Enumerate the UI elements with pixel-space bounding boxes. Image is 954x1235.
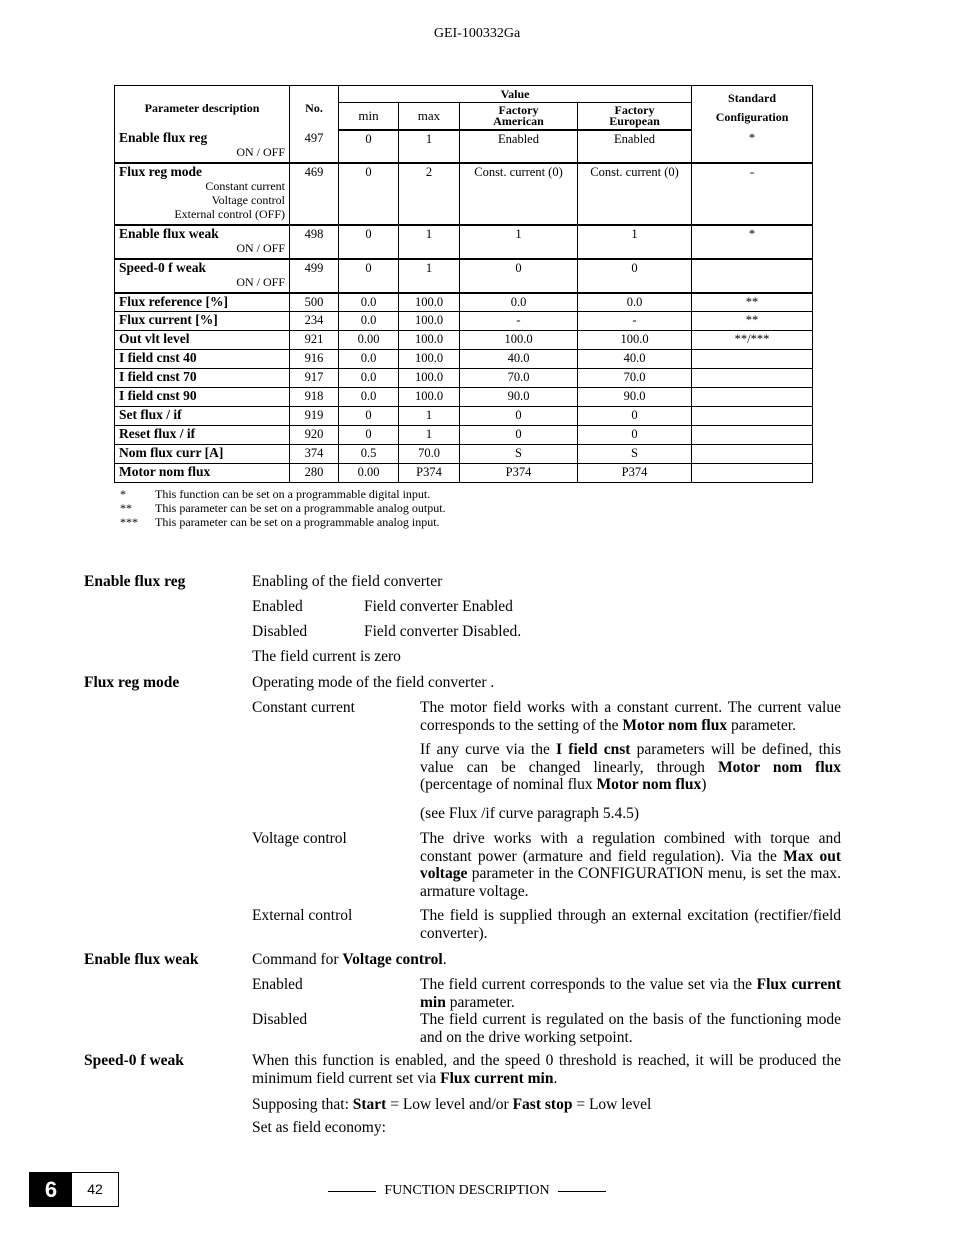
cell-min: 0.0 [339,369,399,388]
footer-rule-right [558,1191,606,1192]
header-value: Value [339,86,692,103]
cell-std: - [692,163,813,225]
cell-fe: 100.0 [578,331,692,350]
cell-fe: 90.0 [578,388,692,407]
param-name: I field cnst 40 [119,350,197,365]
param-option: ON / OFF [236,274,285,289]
cell-fe: 0 [578,407,692,426]
cell-min: 0 [339,259,399,293]
header-fe-line1: Factory [614,102,655,117]
cell-max: 2 [399,163,460,225]
cell-max: 1 [399,426,460,445]
cc-p2a: If any curve via the [420,741,557,758]
param-option: ON / OFF [236,240,285,255]
cell-fa: 0 [460,407,578,426]
cell-min: 0 [339,225,399,259]
cc-p2e: (percentage of nominal flux [420,776,597,793]
cell-fe: P374 [578,464,692,483]
page-number-box [29,1172,119,1207]
s0-c: . [553,1069,558,1087]
cell-std: **/*** [692,331,813,350]
cc-p1c: parameter. [727,716,796,734]
param-option: Voltage control [211,192,285,207]
cell-min: 0 [339,163,399,225]
efw-en-b: Flux current min [420,976,841,1011]
header-factory-european [578,103,692,130]
s0-2a: Supposing that: [252,1096,353,1113]
param-name-cell [115,388,290,407]
param-name: Enable flux reg [119,129,208,145]
table-row [115,163,813,225]
footer-title-text: FUNCTION DESCRIPTION [384,1183,550,1198]
cell-fa: 40.0 [460,350,578,369]
s0-2b: Start [352,1096,387,1113]
cc-para1 [420,699,841,734]
cell-fe: 40.0 [578,350,692,369]
cell-std: * [692,225,813,259]
efr-enabled-key: Enabled [252,598,303,615]
table-row [115,350,813,369]
param-name: I field cnst 90 [119,388,197,403]
efw-b: Voltage control [342,951,443,968]
cell-std [692,426,813,445]
s0-2c: = Low level and/or [386,1096,513,1113]
param-option: Constant current [205,178,285,193]
efw-en-a: The field current corresponds to the value set via the [420,976,757,993]
cell-max: 100.0 [399,350,460,369]
cell-no: 920 [290,426,339,445]
cell-no: 280 [290,464,339,483]
s0-para3: Set as field economy: [252,1119,386,1136]
efw-c: . [442,951,447,968]
param-name-cell [115,312,290,331]
document-id: GEI-100332Ga [433,26,521,41]
header-max: max [399,103,460,130]
param-name-cell [115,293,290,312]
param-option: ON / OFF [236,144,285,159]
cell-fe: 0 [578,426,692,445]
header-no: No. [290,86,339,130]
cell-std [692,407,813,426]
vc-b: Max out voltage [420,847,842,882]
param-option: External control (OFF) [174,206,285,221]
header-fe-line2: European [609,113,660,128]
term-flux-reg-mode: Flux reg mode [84,674,180,691]
cc-key: Constant current [252,699,355,716]
cell-fa: - [460,312,578,331]
cell-fe: 70.0 [578,369,692,388]
table-row [115,130,813,163]
footnote-mark: * [120,487,126,501]
cell-fe: 0 [578,259,692,293]
cell-fa: P374 [460,464,578,483]
param-name: Reset flux / if [119,426,196,441]
cell-fa: Const. current (0) [460,163,578,225]
s0-para1 [252,1052,841,1087]
cell-std [692,464,813,483]
cell-no: 498 [290,225,339,259]
efw-enabled-value [420,976,841,1011]
param-name: Nom flux curr [A] [119,445,224,460]
cell-min: 0.0 [339,293,399,312]
efw-en-c: parameter. [445,993,515,1011]
cell-fa: Enabled [460,130,578,163]
efr-line: Enabling of the field converter [252,573,443,590]
cell-fa: 0 [460,259,578,293]
cell-min: 0 [339,407,399,426]
cell-no: 919 [290,407,339,426]
param-name: Flux reference [%] [119,293,228,309]
table-row [115,293,813,312]
param-name-cell [115,130,290,163]
cell-fe: 1 [578,225,692,259]
cell-no: 499 [290,259,339,293]
footer-title [320,1183,614,1199]
vc-para [420,830,841,900]
efr-disabled-value: Field converter Disabled. [364,623,522,640]
chapter-number: 6 [30,1173,72,1206]
s0-a: When this function is enabled, and the speed 0 threshold is reached, it will be produced the minimum field current set via [252,1052,841,1087]
cell-fa: 0 [460,426,578,445]
cc-para3: (see Flux /if curve paragraph 5.4.5) [420,805,640,822]
cc-p2b: I field cnst [556,741,631,758]
cell-no: 374 [290,445,339,464]
param-name-cell [115,464,290,483]
footnote [120,487,446,501]
cell-min: 0 [339,130,399,163]
table-row [115,369,813,388]
cell-fa: S [460,445,578,464]
cell-std: * [692,130,813,163]
param-name-cell [115,331,290,350]
cell-max: 100.0 [399,369,460,388]
param-name-cell [115,445,290,464]
param-name-cell [115,407,290,426]
cc-p2f: Motor nom flux [596,776,702,793]
cell-max: 70.0 [399,445,460,464]
table-row [115,259,813,293]
cc-p2g: ) [701,776,707,793]
cell-min: 0.00 [339,331,399,350]
header-std-line1: Standard [728,90,777,105]
param-name: Flux current [%] [119,312,218,327]
s0-2d: Fast stop [512,1096,573,1113]
cell-max: 100.0 [399,331,460,350]
cell-max: P374 [399,464,460,483]
cc-p1a: The motor field works with a constant current. The current value corresponds to the setting of the [420,699,841,734]
table-row [115,331,813,350]
efr-disabled-key: Disabled [252,623,308,640]
vc-key: Voltage control [252,830,347,847]
cell-no: 918 [290,388,339,407]
param-name: Set flux / if [119,407,182,422]
term-enable-flux-weak: Enable flux weak [84,951,199,968]
cell-fa: 90.0 [460,388,578,407]
efw-a: Command for [252,951,343,968]
param-name-cell [115,163,290,225]
cell-max: 1 [399,259,460,293]
header-factory-american [460,103,578,130]
header-std-line2: Configuration [715,109,789,124]
cell-std [692,388,813,407]
cell-min: 0 [339,426,399,445]
param-name-cell [115,350,290,369]
cell-fe: S [578,445,692,464]
param-name-cell [115,259,290,293]
cell-min: 0.5 [339,445,399,464]
table-row [115,445,813,464]
cc-para2 [420,741,841,794]
cc-p2c: parameters will be defined, this value can be changed linearly, through [420,741,841,776]
cell-fe: Enabled [578,130,692,163]
efw-line [252,951,447,969]
cell-no: 500 [290,293,339,312]
cell-min: 0.00 [339,464,399,483]
cell-min: 0.0 [339,350,399,369]
table-row [115,426,813,445]
cell-max: 1 [399,225,460,259]
footnotes [120,487,446,529]
cc-p1b: Motor nom flux [622,716,728,734]
cc-p2d: Motor nom flux [717,758,841,776]
cell-max: 100.0 [399,388,460,407]
vc-c: parameter in the CONFIGURATION menu, is set the max. armature voltage. [420,865,841,900]
header-fa-line2: American [493,113,544,128]
frm-line: Operating mode of the field converter . [252,674,495,691]
cell-std [692,445,813,464]
table-row [115,388,813,407]
cell-fa: 70.0 [460,369,578,388]
cell-no: 917 [290,369,339,388]
ec-key: External control [252,907,353,924]
footnote-mark: ** [120,501,132,515]
cell-std [692,369,813,388]
cell-max: 1 [399,130,460,163]
efw-disabled-value: The field current is regulated on the basis of the functioning mode and on the drive working setpoint. [420,1011,841,1046]
cell-no: 497 [290,130,339,163]
s0-b: Flux current min [440,1069,554,1087]
cell-max: 100.0 [399,293,460,312]
table-row [115,312,813,331]
param-name: Flux reg mode [119,163,202,179]
efr-enabled-value: Field converter Enabled [364,598,513,615]
s0-para2 [252,1096,651,1114]
footnote-mark: *** [120,515,138,529]
cell-fe: - [578,312,692,331]
s0-2e: = Low level [572,1096,652,1113]
footnote [120,515,446,529]
param-name: Out vlt level [119,331,190,346]
cell-fa: 0.0 [460,293,578,312]
header-standard [692,86,813,130]
footnote-text: This parameter can be set on a programmable analog input. [155,515,440,529]
efw-enabled-key: Enabled [252,976,303,993]
param-name: Speed-0 f weak [119,259,206,275]
cell-max: 1 [399,407,460,426]
cell-fe: 0.0 [578,293,692,312]
param-name-cell [115,369,290,388]
header-param: Parameter description [115,86,290,130]
param-name: Motor nom flux [119,464,211,479]
cell-no: 916 [290,350,339,369]
param-name-cell [115,426,290,445]
cell-std: ** [692,293,813,312]
cell-no: 469 [290,163,339,225]
footer-rule-left [328,1191,376,1192]
footnote-text: This function can be set on a programmable digital input. [155,487,431,501]
cell-min: 0.0 [339,312,399,331]
header-min: min [339,103,399,130]
efr-zero-note: The field current is zero [252,648,401,665]
table-row [115,225,813,259]
ec-para: The field is supplied through an external excitation (rectifier/field converter). [420,907,841,942]
term-speed0-f-weak: Speed-0 f weak [84,1052,184,1069]
table-row [115,407,813,426]
param-name: Enable flux weak [119,225,219,241]
header-fa-line1: Factory [498,102,539,117]
cell-fe: Const. current (0) [578,163,692,225]
page-number: 42 [87,1181,103,1197]
vc-a: The drive works with a regulation combined with torque and constant power (armature and field regulation). Via the [420,830,841,865]
cell-no: 921 [290,331,339,350]
param-name-cell [115,225,290,259]
cell-fa: 100.0 [460,331,578,350]
cell-std [692,259,813,293]
cell-std [692,350,813,369]
parameter-table [114,85,813,483]
footnote [120,501,446,515]
param-name: I field cnst 70 [119,369,197,384]
cell-no: 234 [290,312,339,331]
footnote-text: This parameter can be set on a programmable analog output. [155,501,446,515]
cell-min: 0.0 [339,388,399,407]
efw-disabled-key: Disabled [252,1011,308,1028]
cell-max: 100.0 [399,312,460,331]
term-enable-flux-reg: Enable flux reg [84,573,186,590]
cell-fa: 1 [460,225,578,259]
cell-std: ** [692,312,813,331]
table-row [115,464,813,483]
